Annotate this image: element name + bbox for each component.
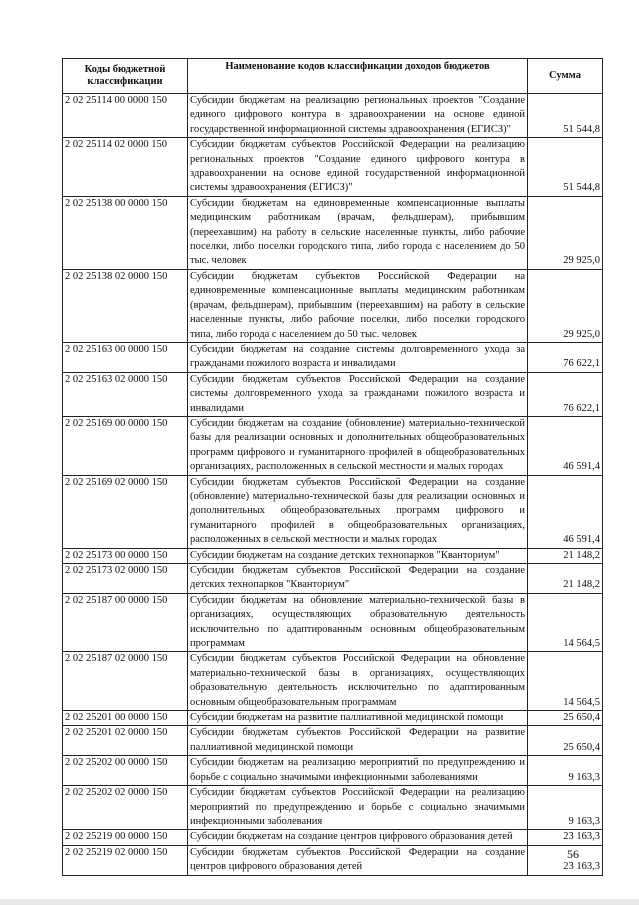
table-row xyxy=(63,475,603,548)
header-sum: Сумма xyxy=(528,59,603,94)
row-name: Субсидии бюджетам на развитие паллиативной медицинской помощи xyxy=(188,711,528,726)
row-sum: 51 544,8 xyxy=(528,138,603,197)
row-code: 2 02 25114 00 0000 150 xyxy=(63,94,188,138)
row-code: 2 02 25138 00 0000 150 xyxy=(63,196,188,269)
table-row xyxy=(63,269,603,342)
row-name: Субсидии бюджетам субъектов Российской Федерации на создание системы долговременного ухода за гражданами пожилого возраста и инвалидами xyxy=(188,372,528,416)
row-name: Субсидии бюджетам на создание системы долговременного ухода за гражданами пожилого возраста и инвалидами xyxy=(188,342,528,372)
row-name: Субсидии бюджетам на создание центров цифрового образования детей xyxy=(188,830,528,845)
header-name: Наименование кодов классификации доходов бюджетов xyxy=(188,59,528,94)
table-row xyxy=(63,593,603,652)
row-name: Субсидии бюджетам субъектов Российской Федерации на единовременные компенсационные выплаты медицинским работникам (врачам, фельдшерам), прибывшим (переехавшим) на работу в сельские населенные пункты, либо рабочие поселки, либо поселки городского типа, либо города с населением до 50 тыс. человек xyxy=(188,269,528,342)
row-sum: 25 650,4 xyxy=(528,726,603,756)
row-sum: 29 925,0 xyxy=(528,196,603,269)
row-sum: 29 925,0 xyxy=(528,269,603,342)
table-row xyxy=(63,342,603,372)
row-code: 2 02 25219 02 0000 150 xyxy=(63,845,188,875)
row-sum: 14 564,5 xyxy=(528,593,603,652)
table-row xyxy=(63,726,603,756)
row-name: Субсидии бюджетам на единовременные компенсационные выплаты медицинским работникам (врачам, фельдшерам), прибывшим (переехавшим) на работу в сельские населенные пункты, либо рабочие поселки, либо поселки городского типа, либо города с населением до 50 тыс. человек xyxy=(188,196,528,269)
table-row xyxy=(63,845,603,875)
table-row xyxy=(63,138,603,197)
row-code: 2 02 25169 02 0000 150 xyxy=(63,475,188,548)
row-name: Субсидии бюджетам субъектов Российской Федерации на реализацию региональных проектов "Создание единого цифрового контура в здравоохранении на основе единой государственной информационной системы здравоохранения (ЕГИСЗ)" xyxy=(188,138,528,197)
row-code: 2 02 25187 00 0000 150 xyxy=(63,593,188,652)
row-name: Субсидии бюджетам субъектов Российской Федерации на создание центров цифрового образования детей xyxy=(188,845,528,875)
row-code: 2 02 25173 02 0000 150 xyxy=(63,564,188,594)
table-row xyxy=(63,564,603,594)
table-row xyxy=(63,372,603,416)
table-row xyxy=(63,548,603,563)
row-name: Субсидии бюджетам на создание детских технопарков "Кванториум" xyxy=(188,548,528,563)
table-row xyxy=(63,416,603,475)
table-row xyxy=(63,94,603,138)
row-sum: 21 148,2 xyxy=(528,548,603,563)
row-code: 2 02 25138 02 0000 150 xyxy=(63,269,188,342)
row-sum: 46 591,4 xyxy=(528,416,603,475)
table-row xyxy=(63,830,603,845)
row-sum: 9 163,3 xyxy=(528,786,603,830)
row-code: 2 02 25202 02 0000 150 xyxy=(63,786,188,830)
table-row xyxy=(63,652,603,711)
row-sum: 23 163,3 xyxy=(528,845,603,875)
row-code: 2 02 25163 02 0000 150 xyxy=(63,372,188,416)
row-sum: 23 163,3 xyxy=(528,830,603,845)
table-row xyxy=(63,756,603,786)
row-code: 2 02 25201 02 0000 150 xyxy=(63,726,188,756)
table-row xyxy=(63,711,603,726)
row-code: 2 02 25173 00 0000 150 xyxy=(63,548,188,563)
row-sum: 21 148,2 xyxy=(528,564,603,594)
row-code: 2 02 25187 02 0000 150 xyxy=(63,652,188,711)
scan-edge xyxy=(0,899,639,905)
row-sum: 9 163,3 xyxy=(528,756,603,786)
table-row xyxy=(63,196,603,269)
row-sum: 25 650,4 xyxy=(528,711,603,726)
row-sum: 76 622,1 xyxy=(528,342,603,372)
document-page xyxy=(62,58,602,876)
row-name: Субсидии бюджетам на реализацию мероприятий по предупреждению и борьбе с социально значимыми инфекционными заболеваниями xyxy=(188,756,528,786)
budget-income-table xyxy=(62,58,603,876)
table-row xyxy=(63,786,603,830)
row-code: 2 02 25201 00 0000 150 xyxy=(63,711,188,726)
row-name: Субсидии бюджетам на обновление материально-технической базы в организациях, осуществляющих образовательную деятельность исключительно по адаптированным основным общеобразовательным программам xyxy=(188,593,528,652)
row-name: Субсидии бюджетам субъектов Российской Федерации на реализацию мероприятий по предупреждению и борьбе с социально значимыми инфекционными заболевания xyxy=(188,786,528,830)
row-code: 2 02 25163 00 0000 150 xyxy=(63,342,188,372)
row-code: 2 02 25169 00 0000 150 xyxy=(63,416,188,475)
table-header-row xyxy=(63,59,603,94)
row-code: 2 02 25114 02 0000 150 xyxy=(63,138,188,197)
row-name: Субсидии бюджетам субъектов Российской Федерации на обновление материально-технической базы в организациях, осуществляющих образовательную деятельность исключительно по адаптированным основным общеобразовательным программам xyxy=(188,652,528,711)
row-name: Субсидии бюджетам на создание (обновление) материально-технической базы для реализации основных и дополнительных общеобразовательных программ цифрового и гуманитарного профилей в общеобразовательных организациях, расположенных в сельской местности и малых городах xyxy=(188,416,528,475)
row-name: Субсидии бюджетам субъектов Российской Федерации на развитие паллиативной медицинской помощи xyxy=(188,726,528,756)
row-code: 2 02 25202 00 0000 150 xyxy=(63,756,188,786)
row-sum: 76 622,1 xyxy=(528,372,603,416)
row-code: 2 02 25219 00 0000 150 xyxy=(63,830,188,845)
row-sum: 14 564,5 xyxy=(528,652,603,711)
row-name: Субсидии бюджетам на реализацию региональных проектов "Создание единого цифрового контура в здравоохранении на основе единой государственной информационной системы здравоохранения (ЕГИСЗ)" xyxy=(188,94,528,138)
row-name: Субсидии бюджетам субъектов Российской Федерации на создание детских технопарков "Кванториум" xyxy=(188,564,528,594)
row-name: Субсидии бюджетам субъектов Российской Федерации на создание (обновление) материально-технической базы для реализации основных и дополнительных общеобразовательных программ цифрового и гуманитарного профилей в общеобразовательных организациях, расположенных в сельской местности и малых городах xyxy=(188,475,528,548)
row-sum: 46 591,4 xyxy=(528,475,603,548)
row-sum: 51 544,8 xyxy=(528,94,603,138)
header-code: Коды бюджетной классификации xyxy=(63,59,188,94)
page-number: 56 xyxy=(567,847,579,861)
